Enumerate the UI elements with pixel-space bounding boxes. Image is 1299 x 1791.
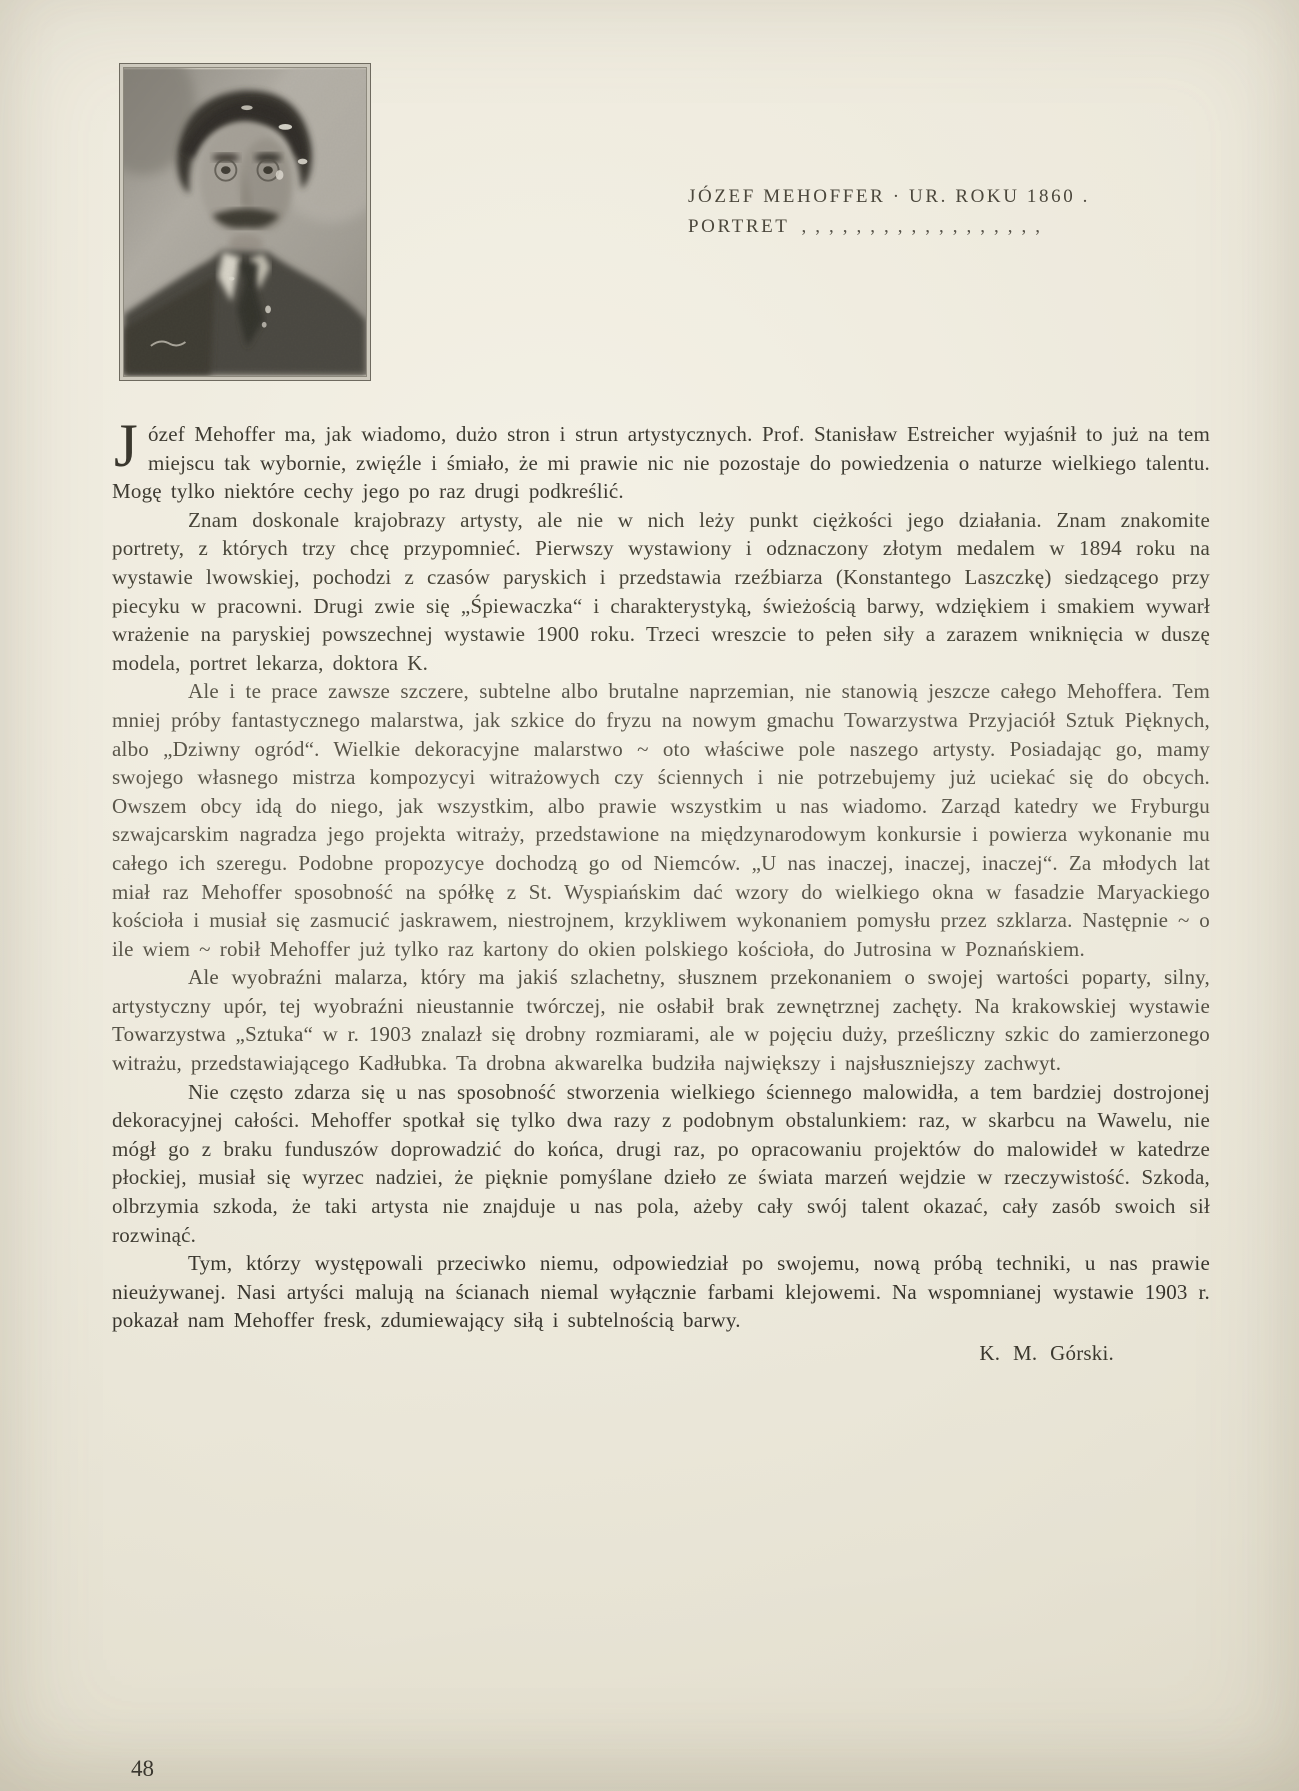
paragraph-text: ózef Mehoffer ma, jak wiadomo, dużo stron i strun artystycznych. Prof. Stanisław Estreicher wyjaśnił to już na tem miejscu tak wybornie, zwięźle i śmiało, że mi prawie nic nie pozostaje do powiedzenia o naturze wielkiego talentu. Mogę tylko niektóre cechy jego po raz drugi podkreślić. xyxy=(112,422,1210,504)
photo-caption xyxy=(688,186,1090,238)
caption-portret-label: PORTRET xyxy=(688,216,790,237)
caption-subtitle xyxy=(688,216,1090,238)
portrait-of-jozef-mehoffer-image xyxy=(124,68,366,376)
paragraph: Znam doskonale krajobrazy artysty, ale nie w nich leży punkt ciężkości jego działania. Znam znakomite portrety, z których trzy chcę przypomnieć. Pierwszy wystawiony i odznaczony złotym medalem w 1894 roku na wystawie lwowskiej, pochodzi z czasów paryskich i przedstawia rzeźbiarza (Konstantego Laszczkę) siedzącego przy piecyku w pracowni. Drugi zwie się „Śpiewaczka“ i charakterystyką, świeżością barwy, wdziękiem i smakiem wywarł wrażenie na paryskiej powszechnej wystawie 1900 roku. Trzeci wreszcie to pełen siły a zarazem wniknięcia w duszę modela, portret lekarza, doktora K. xyxy=(112,507,1210,675)
article-body xyxy=(112,413,1210,1368)
paragraph: Tym, którzy występowali przeciwko niemu, odpowiedział po swojemu, nową próbą techniki, u nas prawie nieużywanej. Nasi artyści malują na ścianach niemal wyłącznie farbami klejowemi. Na wspomnianej wystawie 1903 r. pokazał nam Mehoffer fresk, zdumiewający siłą i subtelnością barwy. xyxy=(112,1251,1210,1333)
paragraph: Ale i te prace zawsze szczere, subtelne albo brutalne naprzemian, nie stanowią jeszcze całego Mehoffera. Tem mniej próby fantastycznego malarstwa, jak szkice do fryzu na nowym gmachu Towarzystwa Przyjaciół Sztuk Pięknych, albo „Dziwny ogród“. Wielkie dekoracyjne malarstwo ~ oto właściwe pole naszego artysty. Posiadając go, mamy swojego własnego mistrza kompozycyi witrażowych czy ściennych i nie potrzebujemy już uciekać się do obcych. Owszem obcy idą do niego, jak wszystkim, albo prawie wszystkim u nas wiadomo. Zarząd katedry we Fryburgu szwajcarskim nagradza jego projekta witraży, przedstawione na międzynarodowym konkursie i powierza wykonanie mu całego ich szeregu. Podobne propozycye dochodzą go od Niemców. „U nas inaczej, inaczej, inaczej“. Za młodych lat miał raz Mehoffer sposobność na spółkę z St. Wyspiańskim dać wzory do wielkiego okna w fasadzie Maryackiego kościoła i musiał się zasmucić jaskrawem, niestrojnem, krzykliwem wykonaniem pomysłu przez szklarza. Następnie ~ o ile wiem ~ robił Mehoffer już tylko raz kartony do okien polskiego kościoła, do Jutrosina w Poznańskiem. xyxy=(112,679,1210,961)
dropcap-initial: J xyxy=(114,413,138,480)
portrait-figure xyxy=(119,63,371,381)
caption-title: JÓZEF MEHOFFER · UR. ROKU 1860 . xyxy=(688,186,1091,207)
caption-leader-marks: ,,,,,,,,,,,,,,,,,, xyxy=(801,216,1050,237)
author-signature: K. M. Górski. xyxy=(979,1341,1114,1365)
paragraph xyxy=(112,413,1210,506)
page-number: 48 xyxy=(131,1756,154,1781)
paragraph: Nie często zdarza się u nas sposobność stworzenia wielkiego ściennego malowidła, a tem bardziej dostrojonej dekoracyjnej całości. Mehoffer spotkał się tylko dwa razy z podobnym obstalunkiem: raz, w skarbcu na Wawelu, nie mógł go z braku funduszów doprowadzić do końca, drugi raz, po opracowaniu projektów do malowideł w katedrze płockiej, musiał się wyrzec nadziei, że pięknie pomyślane dzieło ze świata marzeń wejdzie w rzeczywistość. Szkoda, olbrzymia szkoda, że taki artysta nie znajduje u nas pola, ażeby cały swój talent okazać, cały zasób swoich sił rozwinąć. xyxy=(112,1079,1210,1247)
paragraph: Ale wyobraźni malarza, który ma jakiś szlachetny, słusznem przekonaniem o swojej wartości poparty, silny, artystyczny upór, tej wyobraźni nieustannie twórczej, nie osłabił brak zewnętrznej zachęty. Na krakowskiej wystawie Towarzystwa „Sztuka“ w r. 1903 znalazł się drobny rozmiarami, ale w pojęciu duży, prześliczny szkic do zamierzonego witrażu, przedstawiającego Kadłubka. Ta drobna akwarelka budziła największy i najsłuszniejszy zachwyt. xyxy=(112,965,1210,1076)
